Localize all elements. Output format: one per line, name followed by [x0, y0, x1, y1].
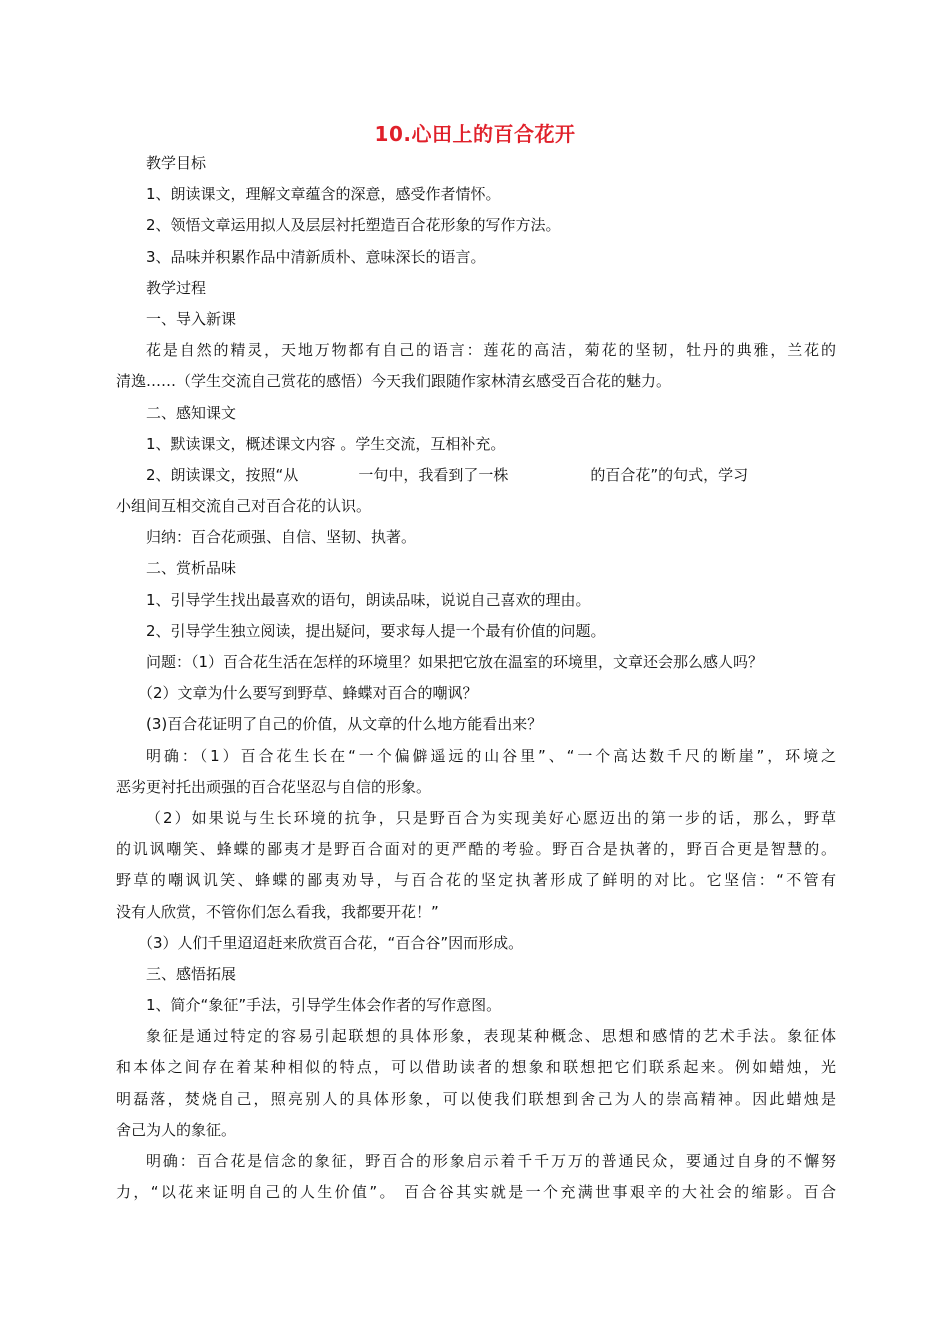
paragraph-line: 清逸……（学生交流自己赏花的感悟）今天我们跟随作家林清玄感受百合花的魅力。	[116, 372, 672, 391]
paragraph-line: 象征是通过特定的容易引起联想的具体形象，表现某种概念、思想和感情的艺术手法。象征体	[146, 1027, 836, 1046]
section-heading-objectives: 教学目标	[146, 154, 207, 172]
summary-line: 归纳：百合花顽强、自信、坚韧、执著。	[146, 528, 417, 547]
paragraph-line: 力，“以花来证明自己的人生价值”。 百合谷其实就是一个充满世事艰辛的大社会的缩影。百合	[116, 1183, 836, 1202]
answer-line: 没有人欣赏，不管你们怎么看我，我都要开花！”	[116, 902, 439, 921]
paragraph-line: 2、引导学生独立阅读，提出疑问，要求每人提一个最有价值的问题。	[146, 621, 606, 640]
paragraph-line: 明确：百合花是信念的象征，野百合的形象启示着千千万万的普通民众，要通过自身的不懈努	[146, 1152, 836, 1170]
question-3: (3)百合花证明了自己的价值，从文章的什么地方能看出来？	[146, 715, 543, 734]
answer-line: 明确：（1）百合花生长在“一个偏僻遥远的山谷里”、“一个高达数千尺的断崖”，环境之	[146, 746, 836, 765]
question-2: （2）文章为什么要写到野草、蜂蝶对百合的嘲讽？	[138, 684, 478, 703]
page-title: 10.心田上的百合花开	[374, 122, 576, 146]
paragraph-line: 1、默读课文，概述课文内容 。学生交流，互相补充。	[146, 434, 506, 453]
paragraph-line: 和本体之间存在着某种相似的特点，可以借助读者的想象和联想把它们联系起来。例如蜡烛，光	[116, 1058, 836, 1077]
section-heading-process: 教学过程	[146, 278, 207, 297]
objective-2: 2、领悟文章运用拟人及层层衬托塑造百合花形象的写作方法。	[146, 216, 561, 235]
answer-line: （3）人们千里迢迢赶来欣赏百合花，“百合谷”因而形成。	[138, 933, 524, 952]
paragraph-line: 1、引导学生找出最喜欢的语句，朗读品味，说说自己喜欢的理由。	[146, 590, 591, 609]
objective-3: 3、品味并积累作品中清新质朴、意味深长的语言。	[146, 247, 486, 266]
fill-in-part-1: 2、朗读课文，按照“从	[146, 465, 299, 484]
subheading-intro: 一、导入新课	[146, 309, 237, 328]
paragraph-line: 明磊落，焚烧自己，照亮别人的具体形象，可以使我们联想到舍己为人的崇高精神。因此蜡烛是	[116, 1089, 836, 1108]
paragraph-line: 舍己为人的象征。	[116, 1120, 237, 1139]
document-body	[116, 148, 836, 1208]
fill-in-sentence	[116, 460, 836, 491]
question-1: 问题：（1）百合花生活在怎样的环境里？如果把它放在温室的环境里，文章还会那么感人吗？	[146, 653, 764, 671]
answer-line: 野草的嘲讽讥笑、蜂蝶的鄙夷劝导，与百合花的坚定执著形成了鲜明的对比。它坚信：“不管有	[116, 871, 836, 890]
subheading-perceive: 二、感知课文	[146, 403, 237, 422]
paragraph-line: 花是自然的精灵，天地万物都有自己的语言：莲花的高洁，菊花的坚韧，牡丹的典雅，兰花的	[146, 341, 836, 360]
objective-1: 1、朗读课文，理解文章蕴含的深意，感受作者情怀。	[146, 185, 501, 204]
subheading-extend: 三、感悟拓展	[146, 964, 237, 983]
paragraph-line: 1、简介“象征”手法，引导学生体会作者的写作意图。	[146, 996, 502, 1015]
subheading-appreciate: 二、赏析品味	[146, 559, 237, 578]
answer-line: 的讥讽嘲笑、蜂蝶的鄙夷才是野百合面对的更严酷的考验。野百合是执著的，野百合更是智慧的。	[116, 840, 836, 859]
answer-line: 恶劣更衬托出顽强的百合花坚忍与自信的形象。	[116, 777, 432, 796]
fill-in-part-3: 的百合花”的句式，学习	[590, 465, 749, 484]
answer-line: （2）如果说与生长环境的抗争，只是野百合为实现美好心愿迈出的第一步的话，那么，野草	[146, 808, 836, 827]
paragraph-line: 小组间互相交流自己对百合花的认识。	[116, 497, 372, 516]
fill-in-part-2: 一句中，我看到了一株	[358, 465, 509, 484]
